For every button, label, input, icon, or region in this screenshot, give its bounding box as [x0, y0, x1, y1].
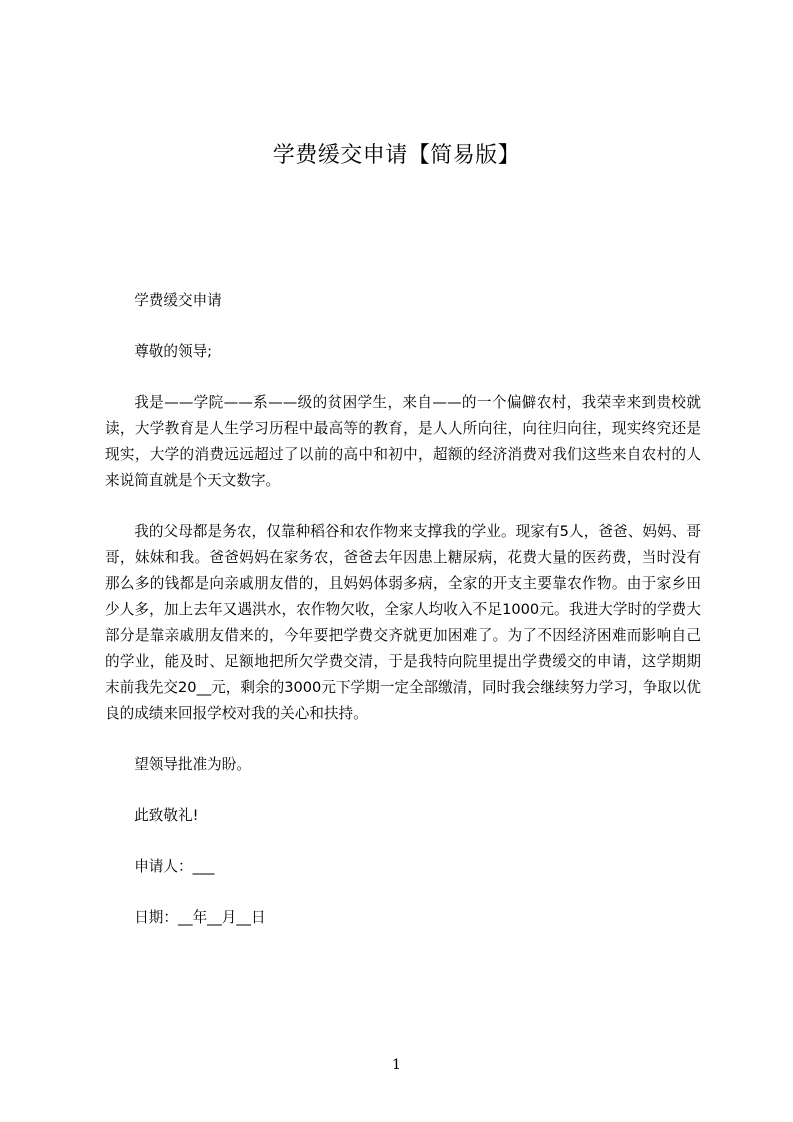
paragraph-gap [105, 727, 701, 752]
paragraph-gap [105, 314, 701, 339]
document-body [105, 288, 701, 931]
paragraph-gap [105, 494, 701, 519]
body-paragraph-intro: 我是——学院——系——级的贫困学生，来自——的一个偏僻农村，我荣幸来到贵校就读，大学教育是人生学习历程中最高等的教育，是人人所向往，向往归向往，现实终究还是现实，大学的消费远远超过了以前的高中和初中，超额的经济消费对我们这些来自农村的人来说简直就是个天文数字。 [105, 394, 701, 489]
page-number: 1 [392, 1057, 401, 1073]
document-title: 学费缓交申请【简易版】 [272, 143, 521, 168]
paragraph-gap [105, 778, 701, 803]
closing-salute: 此致敬礼! [134, 807, 199, 824]
paragraph-gap [105, 365, 701, 390]
date-line: 日期：__年__月__日 [134, 909, 266, 926]
subject-line: 学费缓交申请 [134, 292, 222, 309]
applicant-line: 申请人：___ [134, 858, 215, 875]
salutation: 尊敬的领导; [134, 343, 213, 360]
closing-request: 望领导批准为盼。 [134, 756, 251, 773]
body-paragraph-family: 我的父母都是务农，仅靠种稻谷和农作物来支撑我的学业。现家有5人，爸爸、妈妈、哥哥，妹妹和我。爸爸妈妈在家务农，爸爸去年因患上糖尿病，花费大量的医药费，当时没有那么多的钱都是向亲戚朋友借的，且妈妈体弱多病，全家的开支主要靠农作物。由于家乡田少人多，加上去年又遇洪水，农作物欠收，全家人均收入不足1000元。我进大学时的学费大部分是靠亲戚朋友借来的，今年要把学费交齐就更加困难了。为了不因经济困难而影响自己的学业，能及时、足额地把所欠学费交清，于是我特向院里提出学费缓交的申请，这学期期末前我先交20__元，剩余的3000元下学期一定全部缴清，同时我会继续努力学习，争取以优良的成绩来回报学校对我的关心和扶持。 [105, 523, 701, 722]
paragraph-gap [105, 829, 701, 854]
paragraph-gap [105, 880, 701, 905]
